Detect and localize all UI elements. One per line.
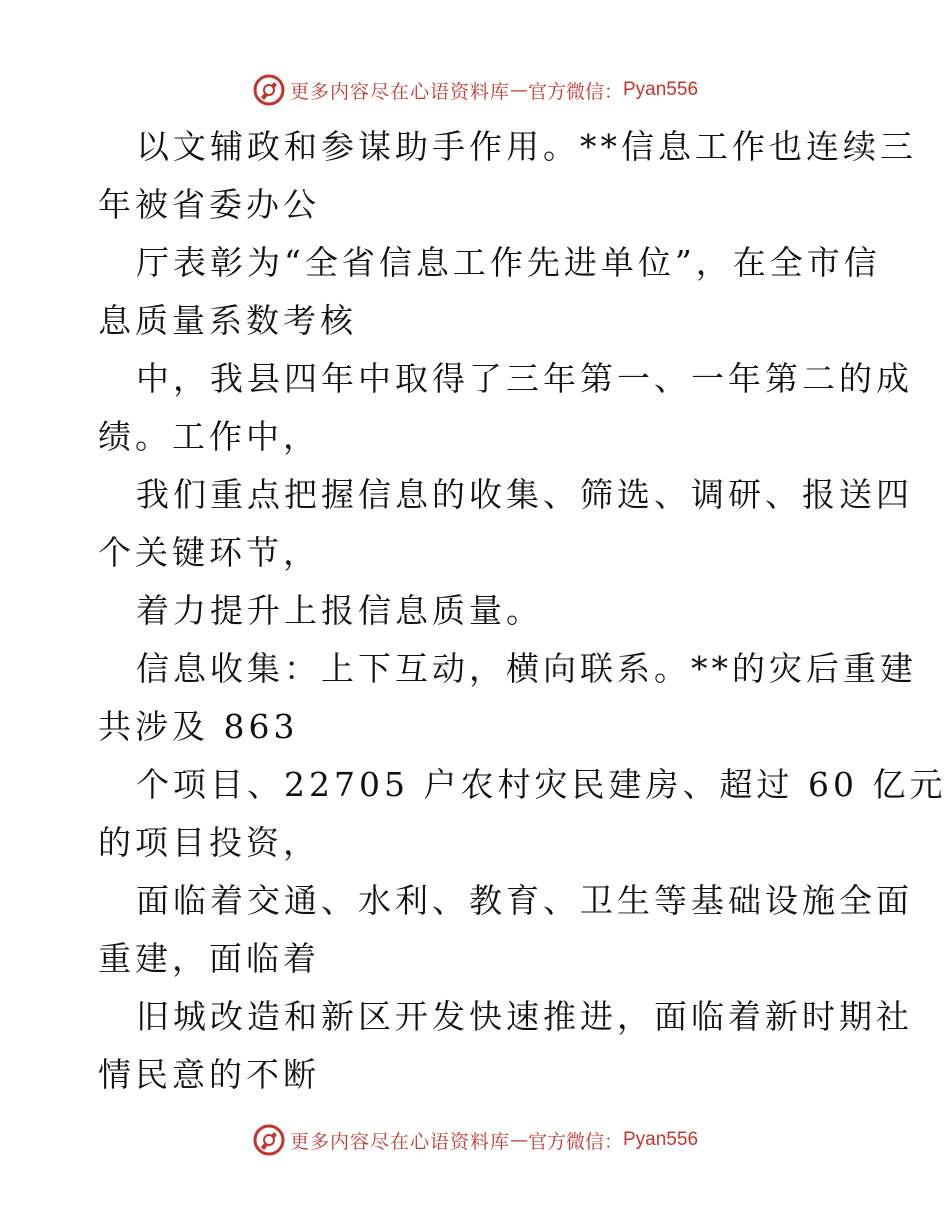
text-line: 重建，面临着 bbox=[98, 939, 320, 978]
text-line: 厅表彰为“全省信息工作先进单位”，在全市信 bbox=[136, 243, 881, 282]
banner-wechat-label: 官方微信： bbox=[527, 80, 623, 103]
banner-text: 更多内容尽在心语资料库 bbox=[289, 80, 510, 103]
banner-wechat-label: 官方微信： bbox=[527, 1130, 623, 1153]
text-line: 着力提升上报信息质量。 bbox=[136, 591, 543, 630]
footer-banner bbox=[0, 1120, 950, 1160]
text-line: 信息收集：上下互动，横向联系。**的灾后重建 bbox=[136, 649, 917, 688]
text-line: 面临着交通、水利、教育、卫生等基础设施全面 bbox=[136, 881, 913, 920]
text-line: 我们重点把握信息的收集、筛选、调研、报送四 bbox=[136, 475, 913, 514]
text-line: 情民意的不断 bbox=[98, 1055, 320, 1094]
banner-dash: — bbox=[509, 1129, 528, 1151]
text-line: 的项目投资， bbox=[98, 823, 320, 862]
header-banner bbox=[0, 70, 950, 110]
banner-text: 更多内容尽在心语资料库 bbox=[289, 1130, 510, 1153]
brush-logo-icon bbox=[252, 73, 286, 107]
banner-dash: — bbox=[509, 79, 528, 101]
document-body bbox=[98, 118, 947, 1104]
banner-wechat-id: Pyan556 bbox=[623, 79, 699, 100]
brush-logo-icon bbox=[252, 1123, 286, 1157]
text-line: 个项目、22705 户农村灾民建房、超过 60 亿元 bbox=[136, 765, 947, 804]
banner-wechat-id: Pyan556 bbox=[623, 1129, 699, 1150]
text-line: 中，我县四年中取得了三年第一、一年第二的成 bbox=[136, 359, 913, 398]
text-line: 个关键环节， bbox=[98, 533, 320, 572]
text-line: 息质量系数考核 bbox=[98, 301, 357, 340]
text-line: 以文辅政和参谋助手作用。**信息工作也连续三 bbox=[136, 127, 917, 166]
text-line: 共涉及 863 bbox=[98, 707, 299, 746]
text-line: 绩。工作中， bbox=[98, 417, 320, 456]
text-line: 旧城改造和新区开发快速推进，面临着新时期社 bbox=[136, 997, 913, 1036]
text-line: 年被省委办公 bbox=[98, 185, 320, 224]
